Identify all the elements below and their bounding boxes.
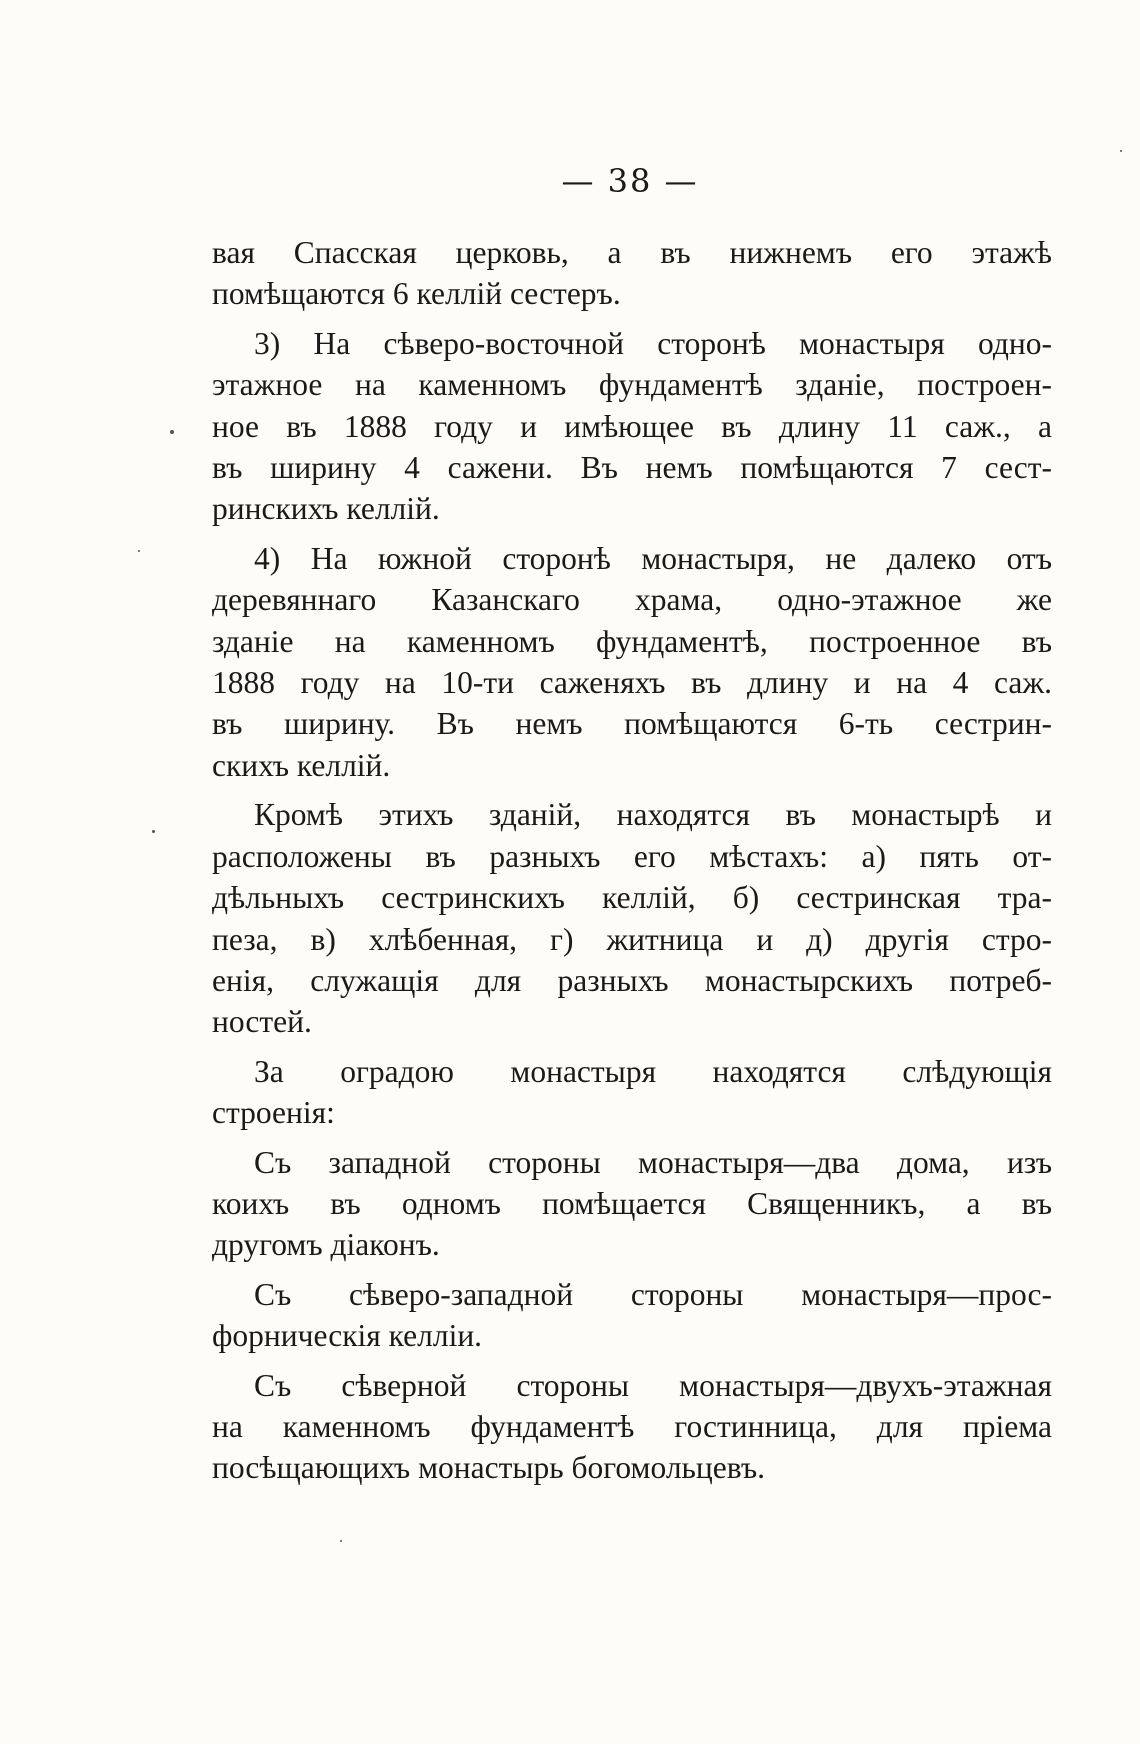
text-line: ное въ 1888 году и имѣющее въ длину 11 саж., а <box>212 408 1052 444</box>
paragraph <box>212 323 1052 530</box>
text-line: За оградою монастыря находятся слѣдующія <box>254 1053 1052 1089</box>
text-line: другомъ діаконъ. <box>212 1227 440 1263</box>
text-line: енія, служащія для разныхъ монастырскихъ потреб- <box>212 962 1052 998</box>
text-line: строенія: <box>212 1095 335 1131</box>
scan-speck <box>170 430 174 434</box>
text-line: ринскихъ келлій. <box>212 491 440 527</box>
scan-speck <box>1120 150 1122 152</box>
text-line: въ ширину. Въ немъ помѣщаются 6-ть сестрин- <box>212 706 1052 742</box>
text-line: 4) На южной сторонѣ монастыря, не далеко отъ <box>254 540 1052 576</box>
text-line: помѣщаются 6 келлій сестеръ. <box>212 276 621 312</box>
page-number: — 38 — <box>561 162 699 200</box>
text-line: ностей. <box>212 1004 312 1040</box>
text-line: Съ сѣверной стороны монастыря—двухъ-этажная <box>254 1367 1052 1403</box>
paragraph <box>212 538 1052 786</box>
text-line: посѣщающихъ монастырь богомольцевъ. <box>212 1450 766 1486</box>
paragraph <box>212 794 1052 1042</box>
text-line: коихъ въ одномъ помѣщается Священникъ, а въ <box>212 1185 1052 1221</box>
text-line: форническія келліи. <box>212 1318 483 1354</box>
text-line: Съ западной стороны монастыря—два дома, изъ <box>254 1144 1052 1180</box>
body-text <box>212 232 1052 1497</box>
text-line: расположены въ разныхъ его мѣстахъ: а) пять от- <box>212 838 1052 874</box>
text-line: зданіе на каменномъ фундаментѣ, построенное въ <box>212 623 1052 659</box>
paragraph <box>212 1274 1052 1357</box>
text-line: Съ сѣверо-западной стороны монастыря—прос- <box>254 1276 1052 1312</box>
paragraph <box>212 232 1052 315</box>
paragraph <box>212 1051 1052 1134</box>
text-line: дѣльныхъ сестринскихъ келлій, б) сестринская тра- <box>212 880 1052 916</box>
text-line: 3) На сѣверо-восточной сторонѣ монастыря одно- <box>254 325 1052 361</box>
paragraph <box>212 1142 1052 1266</box>
text-line: этажное на каменномъ фундаментѣ зданіе, построен- <box>212 367 1052 403</box>
text-line: вая Спасская церковь, а въ нижнемъ его этажѣ <box>212 235 1052 270</box>
text-line: въ ширину 4 сажени. Въ немъ помѣщаются 7 сест- <box>212 450 1052 486</box>
text-line: 1888 году на 10-ти саженяхъ въ длину и на 4 саж. <box>212 665 1052 701</box>
text-line: деревяннаго Казанскаго храма, одно-этажное же <box>212 582 1052 618</box>
text-line: на каменномъ фундаментѣ гостинница, для пріема <box>212 1408 1052 1444</box>
text-line: пеза, в) хлѣбенная, г) житница и д) другія стро- <box>212 921 1052 957</box>
scan-speck <box>152 830 155 833</box>
text-line: Кромѣ этихъ зданій, находятся въ монастырѣ и <box>254 797 1052 833</box>
scan-speck <box>340 1540 342 1542</box>
text-line: скихъ келлій. <box>212 747 391 783</box>
paragraph <box>212 1365 1052 1489</box>
scan-speck <box>138 550 140 552</box>
